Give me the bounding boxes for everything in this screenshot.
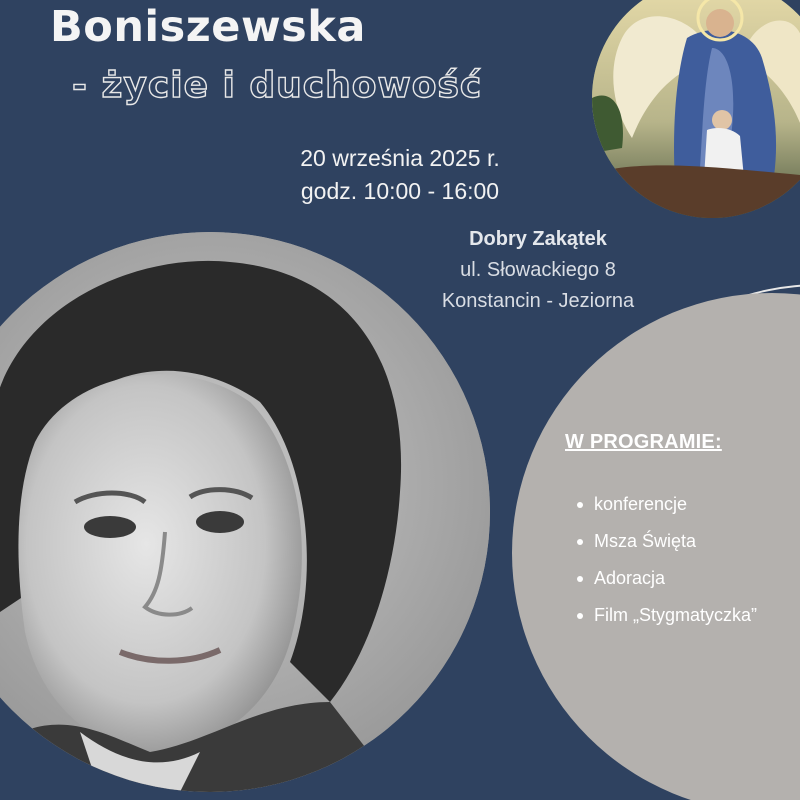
bullet-icon — [577, 576, 583, 582]
program-item — [577, 560, 757, 597]
venue-name: Dobry Zakątek — [469, 228, 607, 250]
program-item-label: Film „Stygmatyczka” — [594, 605, 758, 625]
venue-street: ul. Słowackiego 8 — [460, 259, 616, 281]
event-datetime — [250, 142, 550, 208]
program-item-label: konferencje — [594, 494, 688, 514]
title-name: Boniszewska — [50, 2, 366, 52]
program-item — [577, 597, 757, 634]
program-heading: W PROGRAMIE: — [565, 431, 722, 453]
program-item-label: Msza Święta — [594, 531, 697, 551]
program-list — [577, 486, 757, 634]
venue-address — [398, 224, 678, 317]
event-date: 20 września 2025 r. — [300, 145, 500, 171]
angel-painting — [592, 0, 800, 218]
bullet-icon — [577, 502, 583, 508]
program-item — [577, 486, 757, 523]
bullet-icon — [577, 613, 583, 619]
title-subtitle: - życie i duchowość — [72, 65, 483, 106]
bullet-icon — [577, 539, 583, 545]
program-item — [577, 523, 757, 560]
venue-city: Konstancin - Jeziorna — [441, 290, 635, 312]
event-time: godz. 10:00 - 16:00 — [300, 178, 500, 204]
program-item-label: Adoracja — [594, 568, 666, 588]
